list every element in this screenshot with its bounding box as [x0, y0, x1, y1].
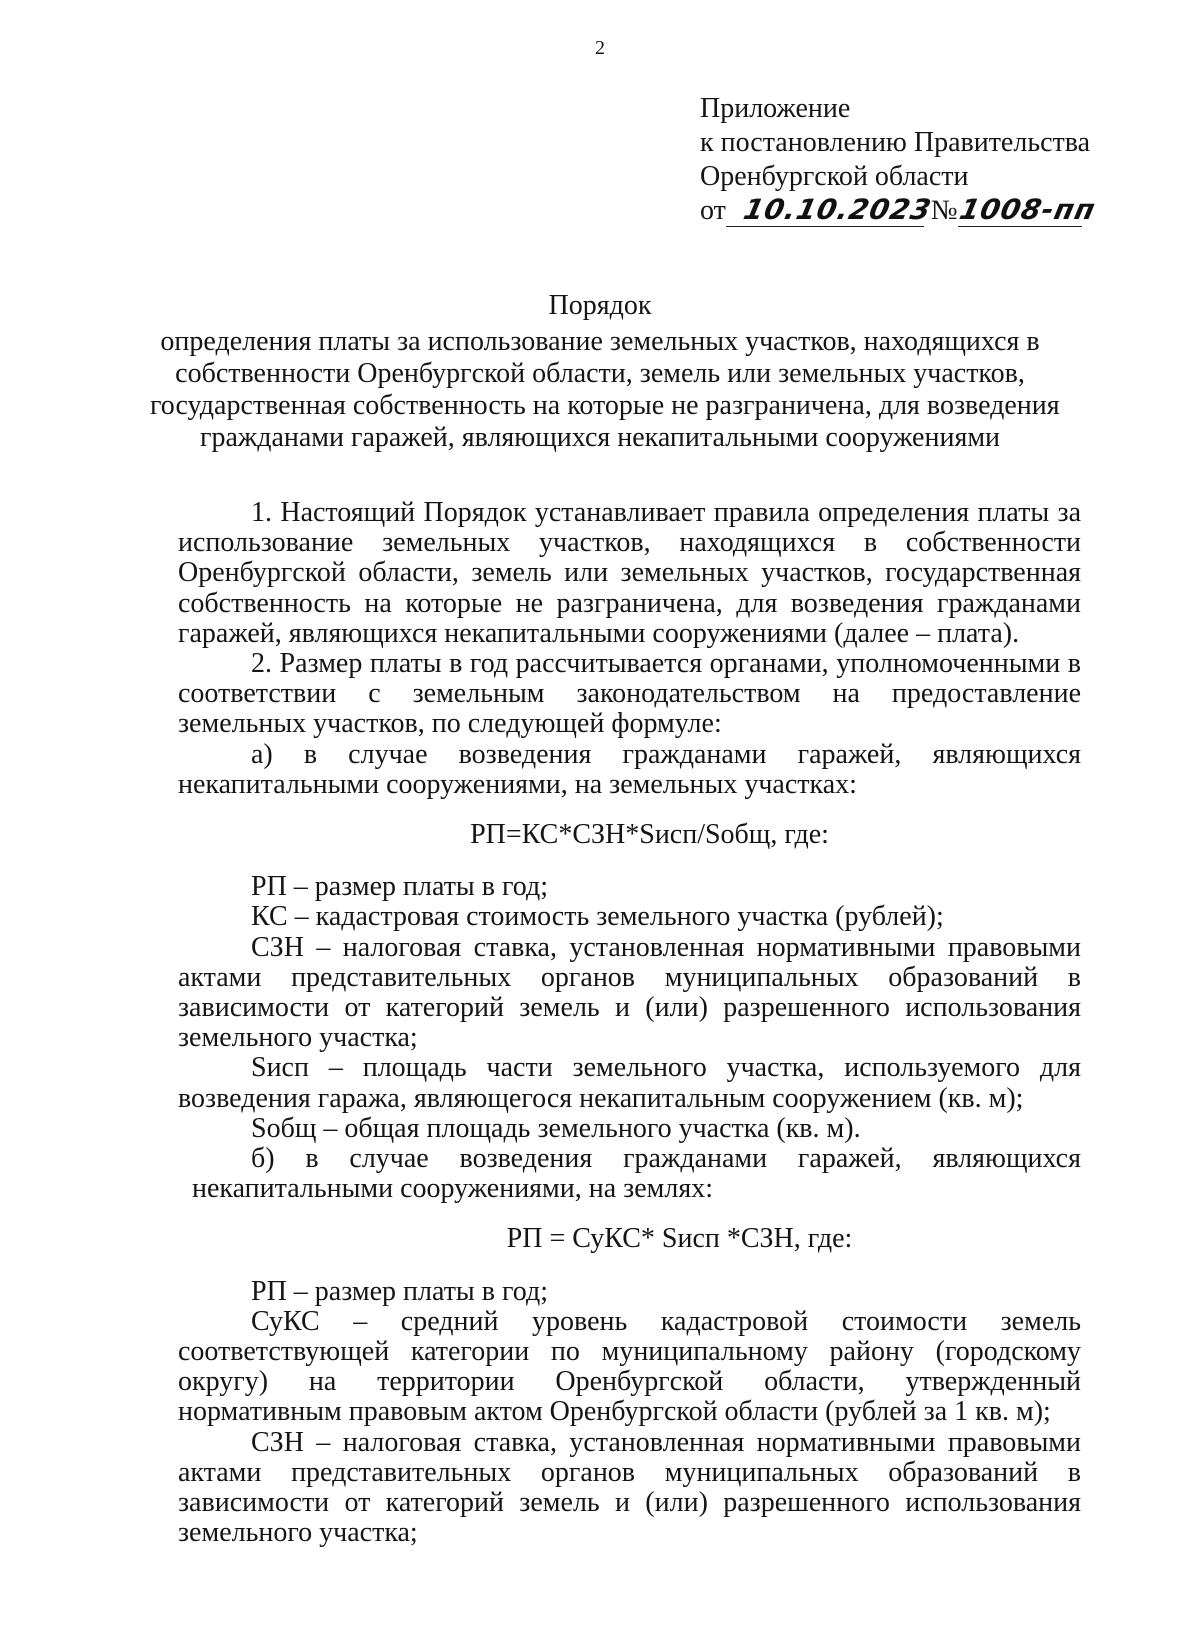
date-field: [726, 193, 935, 227]
definition-szn-b: СЗН – налоговая ставка, установленная нормативными правовыми актами представительных органов муниципальных образований в зависимости от категорий земель и (или) разрешенного использования земельного участка;: [178, 1426, 1081, 1549]
paragraph-1: 1. Настоящий Порядок устанавливает правила определения платы за использование земельных участков, находящихся в собственности Оренбургской области, земель или земельных участков, государственная собственность на которые не разграничена, для возведения гражданами гаражей, являющихся некапитальными сооружениями (далее – плата).: [178, 497, 1081, 649]
document-title: [150, 290, 1060, 454]
definition-sisp: Sисп – площадь части земельного участка, используемого для возведения гаража, являющегося некапитальным сооружением (кв. м);: [178, 1052, 1081, 1114]
handwritten-number: 1008-пп: [956, 193, 1099, 226]
title-line: собственности Оренбургской области, земель или земельных участков,: [175, 358, 1025, 389]
number-field: [956, 193, 1099, 227]
document-body: [178, 498, 1081, 1549]
appendix-line-resolution: к постановлению Правительства: [700, 127, 1091, 158]
definition-sobsch: Sобщ – общая площадь земельного участка (кв. м).: [251, 1112, 861, 1144]
title-line: определения платы за использование земельных участков, находящихся в: [160, 326, 1040, 357]
appendix-line-region: Оренбургской области: [700, 161, 969, 192]
title-heading: Порядок: [548, 290, 652, 321]
handwritten-date: 10.10.2023: [740, 193, 935, 226]
formula-a: РП=КС*СЗН*Sисп/Sобщ, где:: [470, 819, 829, 851]
definition-suks: СуКС – средний уровень кадастровой стоимости земель соответствующей категории по муниципальному району (городскому округу) на территории Оренбургской области, утвержденный нормативным правовым актом Оренбургской области (рублей за 1 кв. м);: [178, 1305, 1081, 1428]
definition-rp-b: РП – размер платы в год;: [251, 1275, 548, 1307]
definition-szn: СЗН – налоговая ставка, установленная нормативными правовыми актами представительных органов муниципальных образований в зависимости от категорий земель и (или) разрешенного использования земельного участка;: [178, 931, 1081, 1054]
appendix-date-number-row: [700, 194, 1180, 232]
appendix-title: Приложение: [700, 93, 851, 124]
title-line: государственная собственность на которые не разграничена, для возведения: [150, 390, 1060, 421]
definition-rp: РП – размер платы в год;: [251, 871, 548, 903]
page-number: 2: [595, 37, 605, 59]
number-prefix: №: [930, 195, 958, 226]
formula-b: РП = СуКС* Sисп *СЗН, где:: [506, 1223, 853, 1255]
date-prefix: от: [700, 195, 726, 226]
definition-ks: КС – кадастровая стоимость земельного участка (рублей);: [251, 901, 944, 933]
paragraph-2: 2. Размер платы в год рассчитывается органами, уполномоченными в соответствии с земельным законодательством на предоставление земельных участков, по следующей формуле:: [178, 648, 1081, 740]
item-a-line2: некапитальными сооружениями, на земельных участках:: [178, 768, 857, 800]
item-b-line2: некапитальными сооружениями, на землях:: [192, 1173, 714, 1205]
title-line: гражданами гаражей, являющихся некапитальными сооружениями: [199, 422, 1001, 453]
item-a-line1: а) в случае возведения гражданами гаражей, являющихся: [251, 738, 1081, 770]
appendix-block: [700, 92, 1180, 232]
item-b-line1: б) в случае возведения гражданами гаражей, являющихся: [251, 1143, 1081, 1175]
